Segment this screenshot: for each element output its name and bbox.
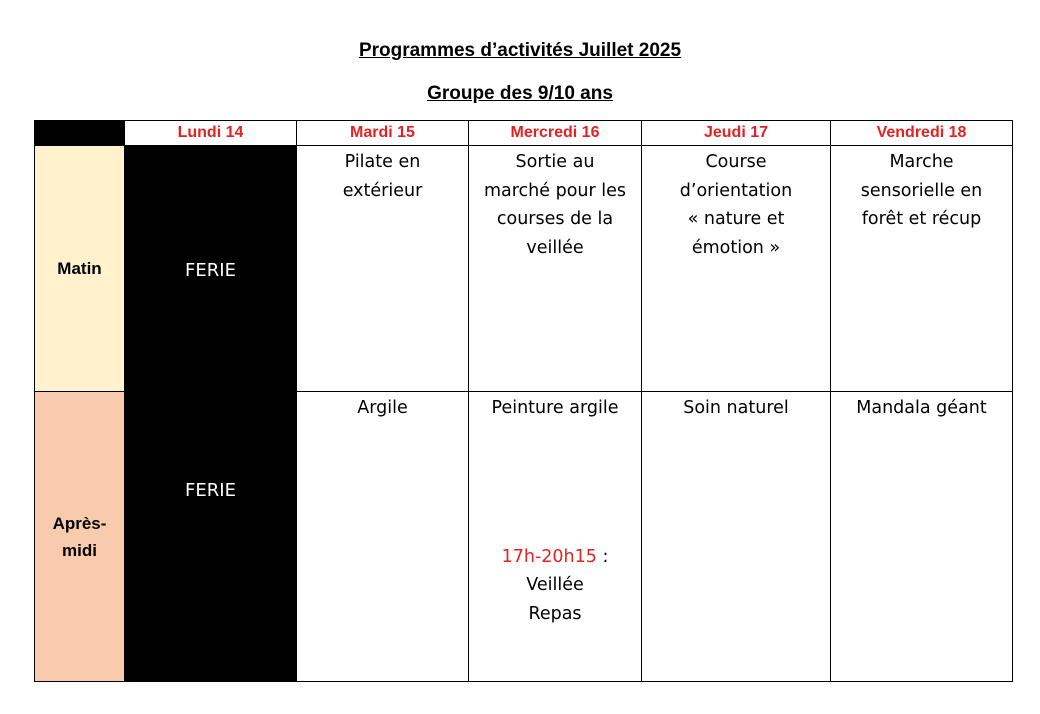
cell-mardi-apres-midi: [297, 392, 469, 682]
cell-vendredi-apres-midi: [831, 392, 1013, 682]
activity-schedule-table: [34, 120, 1013, 682]
activity-line: courses de la: [496, 209, 614, 229]
page-title: Programmes d’activités Juillet 2025: [358, 40, 682, 61]
activity-line: « nature et: [687, 209, 785, 229]
ferie-label: FERIE: [185, 260, 236, 281]
activity-line: Course: [705, 152, 767, 172]
cell-mercredi-matin: [469, 146, 642, 392]
row-label-apres-midi-line2: midi: [62, 540, 97, 560]
day-header-jeudi: Jeudi 17: [642, 121, 831, 146]
activity-line: Mandala géant: [856, 398, 987, 418]
activity-line: Marche: [889, 152, 954, 172]
activity-line: Soin naturel: [683, 398, 789, 418]
cell-mercredi-apres-midi: [469, 392, 642, 682]
row-matin: [35, 146, 1013, 392]
day-header-mercredi: Mercredi 16: [469, 121, 642, 146]
day-header-lundi: Lundi 14: [125, 121, 297, 146]
evening-time: 17h-20h15: [501, 546, 597, 567]
row-label-apres-midi-line1: Après-: [52, 513, 107, 533]
activity-line: sensorielle en: [860, 180, 983, 201]
activity-line: extérieur: [342, 180, 423, 201]
header-corner-cell: [35, 121, 125, 146]
row-label-matin: [35, 146, 125, 392]
evening-activity-veillee: Veillée: [526, 575, 584, 595]
activity-line: d’orientation: [679, 180, 793, 201]
evening-time-line: [469, 543, 641, 572]
row-label-apres-midi: [35, 392, 125, 682]
cell-spacer: [469, 423, 641, 543]
evening-activity-repas: Repas: [528, 603, 582, 624]
activity-line: forêt et récup: [861, 209, 982, 229]
cell-jeudi-matin: [642, 146, 831, 392]
cell-lundi-apres-midi: [125, 392, 297, 682]
cell-lundi-matin: [125, 146, 297, 392]
day-header-vendredi: Vendredi 18: [831, 121, 1013, 146]
activity-line: marché pour les: [483, 180, 627, 201]
cell-vendredi-matin: [831, 146, 1013, 392]
row-apres-midi: [35, 392, 1013, 682]
ferie-label: FERIE: [185, 480, 236, 501]
activity-line: Argile: [357, 398, 408, 418]
row-label-matin-text: Matin: [57, 259, 102, 278]
day-header-mardi: Mardi 15: [297, 121, 469, 146]
activity-line: Pilate en: [344, 152, 421, 172]
activity-line: veillée: [526, 237, 584, 258]
activity-line: Peinture argile: [491, 398, 619, 418]
cell-jeudi-apres-midi: [642, 392, 831, 682]
evening-separator: :: [596, 546, 609, 567]
page-subtitle: Groupe des 9/10 ans: [427, 83, 613, 104]
activity-line: Sortie au: [515, 152, 595, 172]
cell-mardi-matin: [297, 146, 469, 392]
day-header-row: [35, 121, 1013, 146]
activity-line: émotion »: [691, 237, 781, 258]
